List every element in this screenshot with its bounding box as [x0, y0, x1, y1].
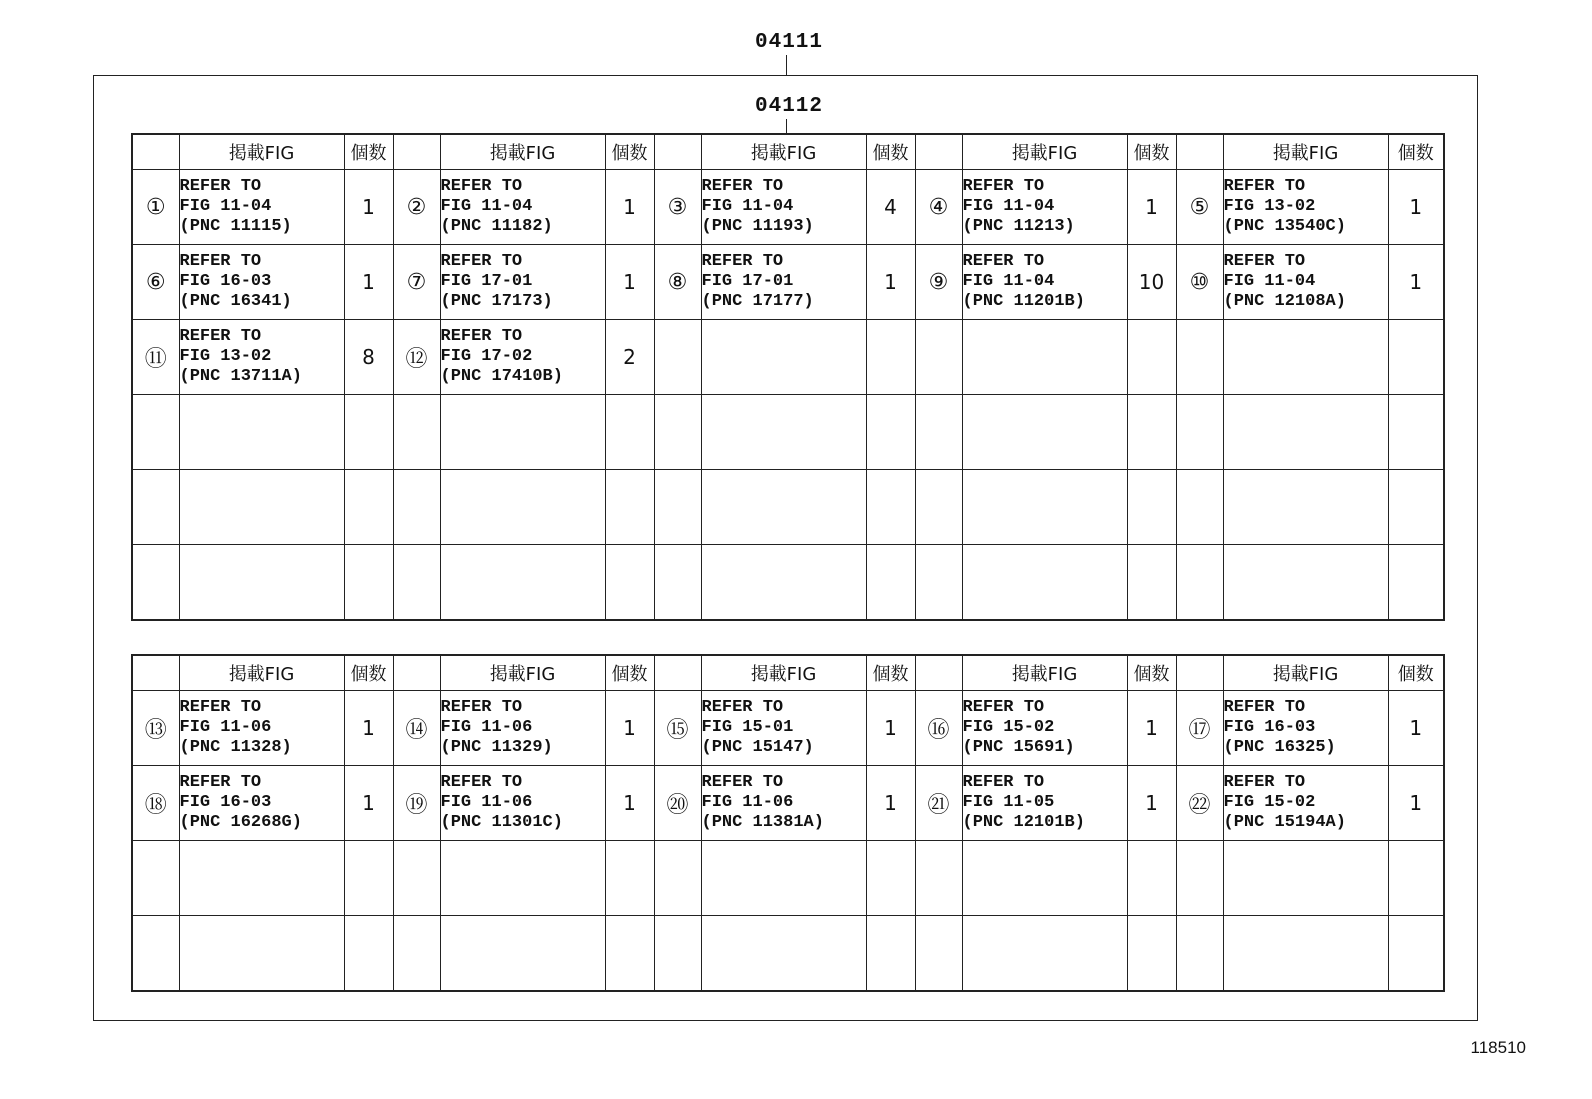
reference-line: REFER TO	[962, 252, 1045, 271]
callout-number	[654, 320, 701, 395]
reference-line: REFER TO	[701, 252, 784, 271]
reference-line: REFER TO	[701, 698, 784, 717]
callout-number	[1176, 320, 1223, 395]
reference-line: REFER TO	[1223, 773, 1306, 792]
figure-reference	[701, 245, 866, 320]
quantity	[605, 916, 654, 992]
quantity	[605, 841, 654, 916]
header-fig: 掲載FIG	[179, 134, 344, 170]
figure-reference	[701, 170, 866, 245]
quantity	[1127, 841, 1176, 916]
callout-number	[915, 470, 962, 545]
table-header-row	[132, 134, 1444, 170]
outer-leader-line	[786, 55, 787, 75]
figure-reference	[179, 841, 344, 916]
callout-number	[132, 841, 179, 916]
reference-line: REFER TO	[440, 698, 523, 717]
quantity	[1127, 470, 1176, 545]
callout-number: ⑰	[1176, 691, 1223, 766]
header-fig: 掲載FIG	[1223, 655, 1388, 691]
reference-line: (PNC 11329)	[440, 738, 553, 757]
reference-line: (PNC 16341)	[179, 292, 292, 311]
figure-reference	[440, 320, 605, 395]
header-qty: 個数	[344, 655, 393, 691]
quantity	[344, 470, 393, 545]
callout-number: ②	[393, 170, 440, 245]
reference-line: (PNC 15691)	[962, 738, 1075, 757]
table-row	[132, 395, 1444, 470]
figure-reference	[701, 395, 866, 470]
header-fig: 掲載FIG	[1223, 134, 1388, 170]
header-index-cell	[654, 655, 701, 691]
figure-reference	[962, 841, 1127, 916]
reference-line: FIG 16-03	[1223, 718, 1316, 737]
callout-number	[132, 470, 179, 545]
figure-reference	[1223, 841, 1388, 916]
callout-number: ⑬	[132, 691, 179, 766]
parts-reference-table-2	[131, 654, 1445, 992]
figure-reference	[962, 320, 1127, 395]
callout-number	[654, 841, 701, 916]
figure-reference	[179, 916, 344, 992]
figure-reference	[701, 320, 866, 395]
reference-line: REFER TO	[701, 773, 784, 792]
figure-reference	[179, 395, 344, 470]
callout-number: ⑥	[132, 245, 179, 320]
table-row	[132, 470, 1444, 545]
quantity	[605, 545, 654, 621]
header-qty: 個数	[1127, 655, 1176, 691]
table-row	[132, 545, 1444, 621]
figure-reference	[179, 245, 344, 320]
table-row	[132, 841, 1444, 916]
reference-line: FIG 11-04	[179, 197, 272, 216]
reference-line: (PNC 11201B)	[962, 292, 1085, 311]
reference-line: (PNC 12108A)	[1223, 292, 1346, 311]
reference-line: FIG 11-06	[440, 793, 533, 812]
header-index-cell	[132, 655, 179, 691]
quantity	[1127, 545, 1176, 621]
callout-number	[132, 916, 179, 992]
figure-reference	[179, 766, 344, 841]
callout-number: ⑲	[393, 766, 440, 841]
header-index-cell	[915, 655, 962, 691]
callout-number	[1176, 841, 1223, 916]
reference-line: (PNC 11115)	[179, 217, 292, 236]
figure-reference	[440, 545, 605, 621]
callout-number: ⑭	[393, 691, 440, 766]
callout-number: ㉒	[1176, 766, 1223, 841]
callout-number	[132, 545, 179, 621]
header-fig: 掲載FIG	[701, 134, 866, 170]
reference-line: (PNC 17173)	[440, 292, 553, 311]
figure-reference	[962, 245, 1127, 320]
reference-line: FIG 11-04	[701, 197, 794, 216]
header-fig: 掲載FIG	[179, 655, 344, 691]
header-qty: 個数	[866, 655, 915, 691]
figure-reference	[179, 691, 344, 766]
callout-number: ⑦	[393, 245, 440, 320]
quantity: 10	[1127, 245, 1176, 320]
table-row	[132, 916, 1444, 992]
quantity	[1388, 395, 1444, 470]
quantity: 1	[344, 245, 393, 320]
callout-number	[654, 545, 701, 621]
inner-leader-line	[786, 119, 787, 133]
callout-number	[1176, 470, 1223, 545]
quantity	[344, 545, 393, 621]
quantity	[605, 470, 654, 545]
reference-line: REFER TO	[179, 252, 262, 271]
header-qty: 個数	[866, 134, 915, 170]
header-qty: 個数	[1388, 134, 1444, 170]
table-row	[132, 766, 1444, 841]
figure-reference	[1223, 245, 1388, 320]
figure-reference	[701, 545, 866, 621]
header-fig: 掲載FIG	[701, 655, 866, 691]
reference-line: (PNC 12101B)	[962, 813, 1085, 832]
quantity: 1	[1127, 170, 1176, 245]
figure-reference	[962, 916, 1127, 992]
callout-number: ⑫	[393, 320, 440, 395]
callout-number	[393, 841, 440, 916]
outer-assembly-label: 04111	[755, 31, 824, 54]
table-row	[132, 320, 1444, 395]
reference-line: (PNC 13540C)	[1223, 217, 1346, 236]
reference-line: FIG 17-01	[440, 272, 533, 291]
header-index-cell	[1176, 134, 1223, 170]
reference-line: FIG 13-02	[1223, 197, 1316, 216]
quantity: 1	[1388, 170, 1444, 245]
figure-reference	[179, 170, 344, 245]
header-qty: 個数	[344, 134, 393, 170]
quantity: 1	[1127, 766, 1176, 841]
reference-line: REFER TO	[440, 177, 523, 196]
quantity: 1	[605, 691, 654, 766]
callout-number: ⑨	[915, 245, 962, 320]
figure-reference	[440, 245, 605, 320]
quantity	[1388, 470, 1444, 545]
figure-reference	[1223, 916, 1388, 992]
callout-number: ⑧	[654, 245, 701, 320]
figure-reference	[440, 691, 605, 766]
figure-reference	[701, 766, 866, 841]
callout-number	[915, 916, 962, 992]
inner-assembly-label: 04112	[755, 95, 824, 118]
quantity: 1	[605, 245, 654, 320]
reference-line: (PNC 11301C)	[440, 813, 563, 832]
reference-line: (PNC 11182)	[440, 217, 553, 236]
figure-reference	[440, 470, 605, 545]
callout-number: ⑤	[1176, 170, 1223, 245]
quantity	[1127, 916, 1176, 992]
quantity: 1	[866, 766, 915, 841]
header-fig: 掲載FIG	[962, 655, 1127, 691]
callout-number	[654, 916, 701, 992]
quantity: 2	[605, 320, 654, 395]
figure-reference	[179, 470, 344, 545]
quantity	[1127, 320, 1176, 395]
reference-line: FIG 17-02	[440, 347, 533, 366]
reference-line: (PNC 15194A)	[1223, 813, 1346, 832]
figure-reference	[701, 916, 866, 992]
reference-line: REFER TO	[179, 698, 262, 717]
quantity: 1	[605, 766, 654, 841]
table-row	[132, 170, 1444, 245]
figure-reference	[1223, 766, 1388, 841]
quantity: 1	[866, 691, 915, 766]
reference-line: REFER TO	[440, 252, 523, 271]
table-row	[132, 245, 1444, 320]
callout-number: ⑯	[915, 691, 962, 766]
quantity: 1	[866, 245, 915, 320]
quantity	[1388, 545, 1444, 621]
reference-line: (PNC 16268G)	[179, 813, 302, 832]
figure-reference	[962, 170, 1127, 245]
figure-reference	[962, 545, 1127, 621]
callout-number: ⑮	[654, 691, 701, 766]
reference-line: REFER TO	[701, 177, 784, 196]
reference-line: FIG 16-03	[179, 793, 272, 812]
reference-line: FIG 15-01	[701, 718, 794, 737]
reference-line: FIG 11-06	[179, 718, 272, 737]
figure-reference	[440, 170, 605, 245]
quantity	[344, 916, 393, 992]
reference-line: (PNC 16325)	[1223, 738, 1336, 757]
header-fig: 掲載FIG	[962, 134, 1127, 170]
reference-line: FIG 11-05	[962, 793, 1055, 812]
quantity: 1	[1388, 245, 1444, 320]
reference-line: FIG 11-04	[962, 197, 1055, 216]
reference-line: REFER TO	[962, 773, 1045, 792]
header-fig: 掲載FIG	[440, 134, 605, 170]
header-index-cell	[393, 655, 440, 691]
callout-number	[1176, 395, 1223, 470]
table-header-row	[132, 655, 1444, 691]
reference-line: FIG 15-02	[1223, 793, 1316, 812]
reference-line: REFER TO	[1223, 698, 1306, 717]
callout-number: ⑳	[654, 766, 701, 841]
callout-number	[132, 395, 179, 470]
callout-number	[915, 545, 962, 621]
callout-number	[1176, 545, 1223, 621]
callout-number	[393, 545, 440, 621]
figure-reference	[1223, 170, 1388, 245]
quantity	[1388, 916, 1444, 992]
reference-line: (PNC 17177)	[701, 292, 814, 311]
quantity	[605, 395, 654, 470]
figure-reference	[440, 841, 605, 916]
callout-number	[393, 470, 440, 545]
reference-line: (PNC 15147)	[701, 738, 814, 757]
reference-line: REFER TO	[962, 698, 1045, 717]
quantity	[866, 841, 915, 916]
reference-line: (PNC 11381A)	[701, 813, 824, 832]
reference-line: FIG 11-04	[440, 197, 533, 216]
illustration-number: 118510	[1470, 1038, 1526, 1057]
quantity: 1	[1388, 766, 1444, 841]
figure-reference	[440, 395, 605, 470]
figure-reference	[440, 766, 605, 841]
quantity	[866, 545, 915, 621]
figure-reference	[440, 916, 605, 992]
figure-reference	[1223, 691, 1388, 766]
callout-number: ㉑	[915, 766, 962, 841]
quantity: 1	[1388, 691, 1444, 766]
reference-line: (PNC 17410B)	[440, 367, 563, 386]
header-qty: 個数	[1388, 655, 1444, 691]
reference-line: (PNC 11213)	[962, 217, 1075, 236]
reference-line: REFER TO	[179, 177, 262, 196]
reference-line: REFER TO	[179, 327, 262, 346]
figure-reference	[962, 395, 1127, 470]
reference-line: REFER TO	[1223, 252, 1306, 271]
header-fig: 掲載FIG	[440, 655, 605, 691]
figure-reference	[179, 320, 344, 395]
quantity	[344, 395, 393, 470]
figure-reference	[1223, 320, 1388, 395]
header-qty: 個数	[1127, 134, 1176, 170]
figure-reference	[962, 766, 1127, 841]
callout-number: ①	[132, 170, 179, 245]
quantity	[866, 470, 915, 545]
figure-reference	[179, 545, 344, 621]
figure-reference	[1223, 470, 1388, 545]
header-qty: 個数	[605, 655, 654, 691]
quantity	[1388, 320, 1444, 395]
reference-line: FIG 11-04	[962, 272, 1055, 291]
header-index-cell	[915, 134, 962, 170]
callout-number: ③	[654, 170, 701, 245]
callout-number	[915, 395, 962, 470]
figure-reference	[701, 841, 866, 916]
quantity: 1	[605, 170, 654, 245]
reference-line: FIG 16-03	[179, 272, 272, 291]
figure-reference	[701, 691, 866, 766]
quantity: 1	[1127, 691, 1176, 766]
reference-line: REFER TO	[440, 327, 523, 346]
figure-reference	[701, 470, 866, 545]
callout-number	[393, 916, 440, 992]
reference-line: REFER TO	[1223, 177, 1306, 196]
quantity	[866, 320, 915, 395]
callout-number: ④	[915, 170, 962, 245]
figure-reference	[962, 691, 1127, 766]
callout-number: ⑪	[132, 320, 179, 395]
table-row	[132, 691, 1444, 766]
reference-line: REFER TO	[179, 773, 262, 792]
header-index-cell	[654, 134, 701, 170]
callout-number: ⑱	[132, 766, 179, 841]
figure-reference	[1223, 395, 1388, 470]
reference-line: FIG 13-02	[179, 347, 272, 366]
reference-line: FIG 11-06	[440, 718, 533, 737]
callout-number	[915, 841, 962, 916]
callout-number	[654, 470, 701, 545]
reference-line: FIG 11-06	[701, 793, 794, 812]
callout-number	[654, 395, 701, 470]
quantity: 1	[344, 170, 393, 245]
reference-line: FIG 11-04	[1223, 272, 1316, 291]
quantity: 8	[344, 320, 393, 395]
header-index-cell	[132, 134, 179, 170]
quantity	[344, 841, 393, 916]
header-qty: 個数	[605, 134, 654, 170]
reference-line: FIG 15-02	[962, 718, 1055, 737]
parts-reference-table-1	[131, 133, 1445, 621]
header-index-cell	[393, 134, 440, 170]
figure-reference	[1223, 545, 1388, 621]
callout-number	[393, 395, 440, 470]
quantity	[1127, 395, 1176, 470]
reference-line: FIG 17-01	[701, 272, 794, 291]
quantity: 4	[866, 170, 915, 245]
reference-line: (PNC 13711A)	[179, 367, 302, 386]
quantity	[1388, 841, 1444, 916]
callout-number	[915, 320, 962, 395]
reference-line: REFER TO	[962, 177, 1045, 196]
quantity: 1	[344, 766, 393, 841]
quantity: 1	[344, 691, 393, 766]
header-index-cell	[1176, 655, 1223, 691]
callout-number: ⑩	[1176, 245, 1223, 320]
reference-line: REFER TO	[440, 773, 523, 792]
figure-reference	[962, 470, 1127, 545]
reference-line: (PNC 11193)	[701, 217, 814, 236]
quantity	[866, 916, 915, 992]
reference-line: (PNC 11328)	[179, 738, 292, 757]
quantity	[866, 395, 915, 470]
callout-number	[1176, 916, 1223, 992]
